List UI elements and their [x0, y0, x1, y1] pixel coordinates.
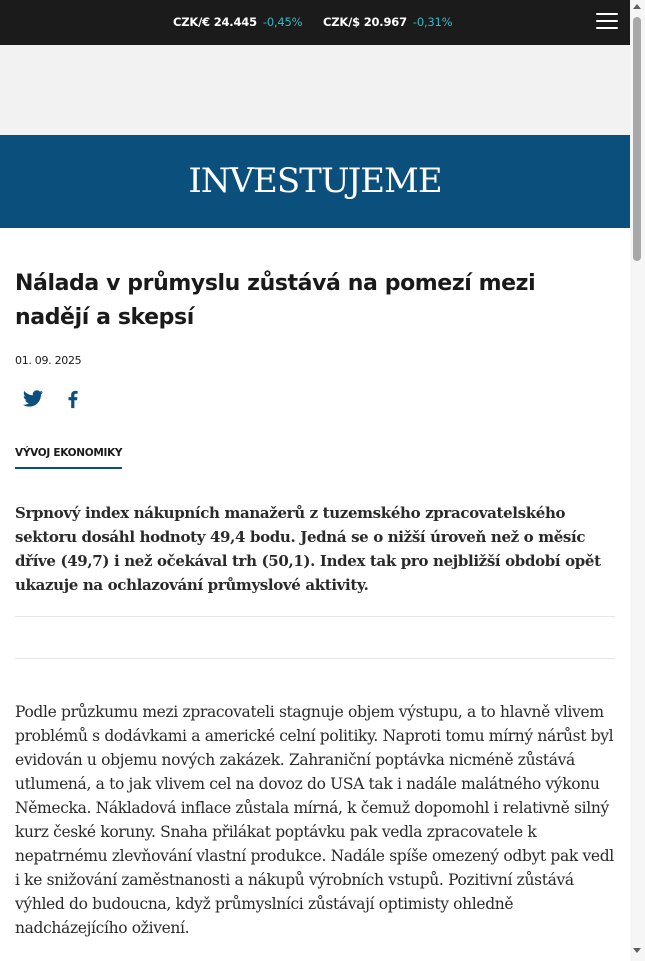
ticker-pair: CZK/$ 20.967 — [323, 15, 407, 29]
ticker-pair: CZK/€ 24.445 — [173, 15, 257, 29]
article-date: 01. 09. 2025 — [15, 354, 82, 367]
currency-ticker-bar — [0, 0, 630, 45]
ticker-change: -0,31% — [412, 15, 453, 29]
menu-line — [596, 20, 618, 22]
ticker-item-eur[interactable] — [173, 15, 302, 29]
ticker-item-usd[interactable] — [323, 15, 452, 29]
scroll-down-arrow-icon[interactable] — [633, 948, 641, 953]
scroll-up-arrow-icon[interactable] — [633, 4, 641, 9]
article-title: Nálada v průmyslu zůstává na pomezí mezi nadějí a skepsí — [15, 271, 536, 330]
site-logo[interactable]: INVESTUJEME — [188, 161, 442, 201]
facebook-icon[interactable] — [62, 388, 84, 410]
scrollbar-thumb[interactable] — [633, 17, 641, 261]
page-scrollbar[interactable] — [630, 0, 645, 961]
ad-placeholder — [0, 45, 630, 135]
hamburger-menu-icon[interactable] — [596, 13, 618, 31]
brand-banner — [0, 135, 630, 228]
menu-line — [596, 13, 618, 15]
menu-line — [596, 27, 618, 29]
twitter-icon[interactable] — [22, 388, 44, 410]
article-body: Podle průzkumu mezi zpracovateli stagnuje objem výstupu, a to hlavně vlivem problémů s dodávkami a americké celní politiky. Naproti tomu mírný nárůst byl evidován u objemu nových zakázek. Zahraniční poptávka nicméně zůstává utlumená, a to jak vlivem cel na dovoz do USA tak i nadále malátného výkonu Německa. Nákladová inflace zůstala mírná, k čemuž dopomohl i relativně silný kurz české koruny. Snaha přilákat poptávku pak vedla zpracovatele k nepatrnému zlevňování vlastní produkce. Nadále spíše omezený odbyt pak vedl i ke snižování zaměstnanosti a nákupů výrobních vstupů. Pozitivní zůstává výhled do budoucna, když průmyslníci zůstávají optimisty ohledně nadcházejícího oživení. — [15, 703, 614, 937]
article-perex: Srpnový index nákupních manažerů z tuzemského zpracovatelského sektoru dosáhl hodnoty 49,4 bodu. Jedná se o nižší úroveň než o měsíc dříve (49,7) i než očekával trh (50,1). Index tak pro nejbližší období opět ukazuje na ochlazování průmyslové aktivity. — [15, 504, 601, 594]
ticker-change: -0,45% — [262, 15, 303, 29]
category-tag[interactable]: VÝVOJ EKONOMIKY — [15, 447, 122, 469]
divider — [15, 616, 615, 617]
divider — [15, 658, 615, 659]
